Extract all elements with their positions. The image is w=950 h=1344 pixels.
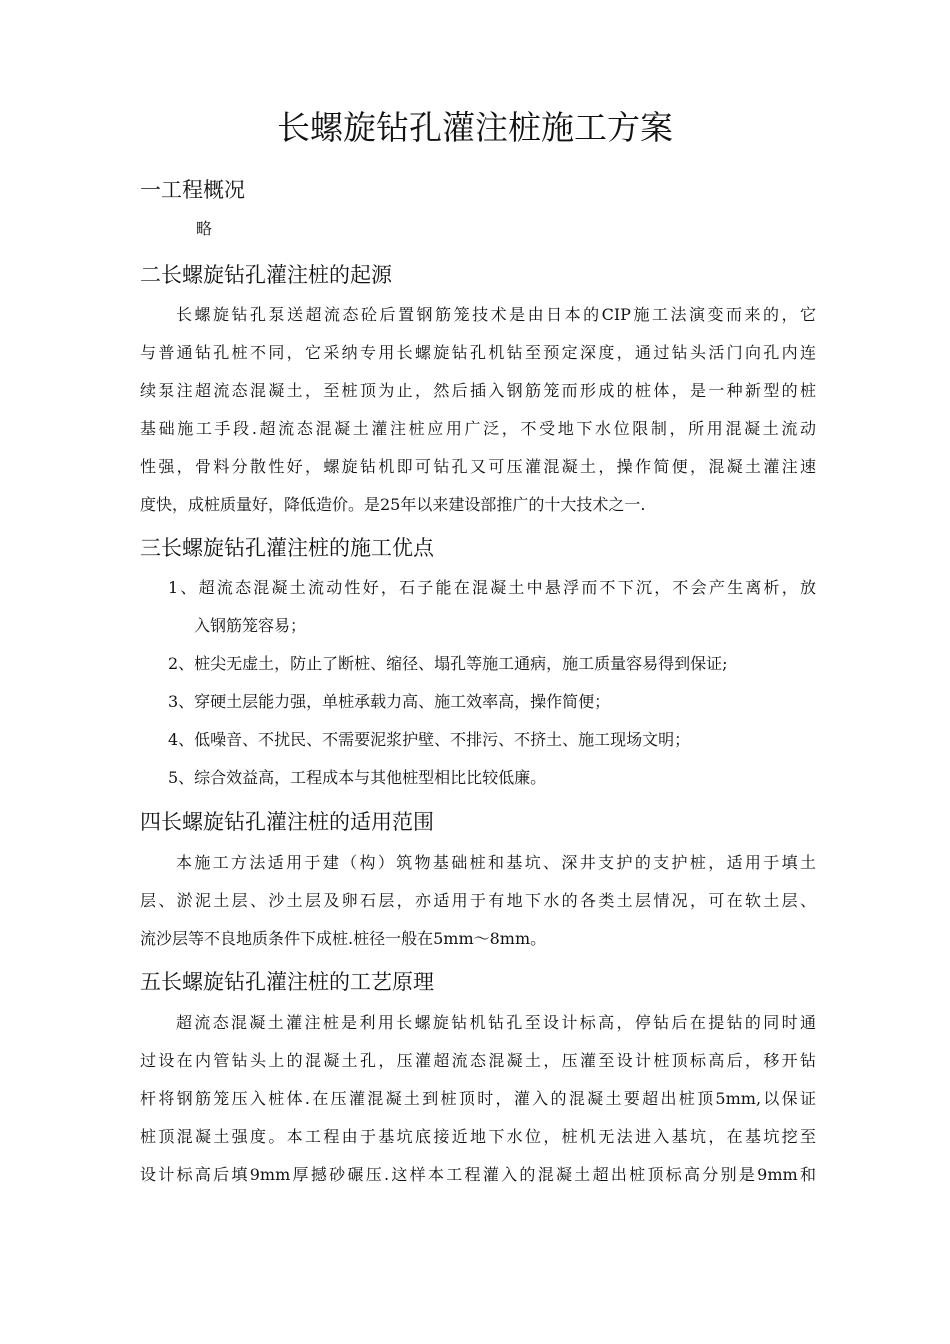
document-title: 长螺旋钻孔灌注桩施工方案 xyxy=(277,108,673,147)
list-item-continuation: 入钢筋笼容易； xyxy=(194,616,307,635)
paragraph-line: 基础施工手段.超流态混凝土灌注桩应用广泛，不受地下水位限制，所用混凝土流动 xyxy=(140,419,816,438)
paragraph-line: 度快，成桩质量好，降低造价。是25年以来建设部推广的十大技术之一. xyxy=(140,495,646,514)
list-item: 1、超流态混凝土流动性好，石子能在混凝土中悬浮而不下沉，不会产生离析，放 xyxy=(168,578,816,597)
paragraph-line: 本施工方法适用于建（构）筑物基础桩和基坑、深井支护的支护桩，适用于填土 xyxy=(176,853,816,872)
paragraph-line: 层、淤泥土层、沙土层及卵石层，亦适用于有地下水的各类土层情况，可在软土层、 xyxy=(140,891,816,910)
paragraph-line: 过设在内管钻头上的混凝土孔，压灌超流态混凝土，压灌至设计桩顶标高后，移开钻 xyxy=(140,1051,816,1070)
section-body-overview: 略 xyxy=(196,219,213,238)
section-heading-advantages: 三长螺旋钻孔灌注桩的施工优点 xyxy=(140,536,434,560)
paragraph-line: 超流态混凝土灌注桩是利用长螺旋钻机钻孔至设计标高，停钻后在提钻的同时通 xyxy=(176,1013,816,1032)
section-heading-overview: 一工程概况 xyxy=(140,178,245,202)
paragraph-line: 续泵注超流态混凝土，至桩顶为止，然后插入钢筋笼而形成的桩体，是一种新型的桩 xyxy=(140,381,816,400)
list-item: 4、低噪音、不扰民、不需要泥浆护壁、不排污、不挤土、施工现场文明； xyxy=(168,730,691,749)
paragraph-line: 杆将钢筋笼压入桩体.在压灌混凝土到桩顶时，灌入的混凝土要超出桩顶5mm,以保证 xyxy=(140,1089,816,1108)
list-item: 2、桩尖无虚土，防止了断桩、缩径、塌孔等施工通病，施工质量容易得到保证; xyxy=(168,654,728,673)
section-heading-origin: 二长螺旋钻孔灌注桩的起源 xyxy=(140,263,392,287)
paragraph-line: 桩顶混凝土强度。本工程由于基坑底接近地下水位，桩机无法进入基坑，在基坑挖至 xyxy=(140,1127,816,1146)
list-item: 5、综合效益高，工程成本与其他桩型相比比较低廉。 xyxy=(168,768,547,787)
paragraph-line: 设计标高后填9mm厚撼砂碾压.这样本工程灌入的混凝土超出桩顶标高分别是9mm和 xyxy=(140,1165,816,1184)
paragraph-line: 流沙层等不良地质条件下成桩.桩径一般在5mm～8mm。 xyxy=(140,929,547,948)
section-heading-scope: 四长螺旋钻孔灌注桩的适用范围 xyxy=(140,810,434,834)
paragraph-line: 长螺旋钻孔泵送超流态砼后置钢筋笼技术是由日本的CIP施工法演变而来的，它 xyxy=(176,305,816,324)
paragraph-line: 与普通钻孔桩不同，它采纳专用长螺旋钻孔机钻至预定深度，通过钻头活门向孔内连 xyxy=(140,343,816,362)
section-heading-principle: 五长螺旋钻孔灌注桩的工艺原理 xyxy=(140,970,434,994)
paragraph-line: 性强，骨料分散性好，螺旋钻机即可钻孔又可压灌混凝土，操作简便，混凝土灌注速 xyxy=(140,457,816,476)
list-item: 3、穿硬土层能力强，单桩承载力高、施工效率高，操作简便； xyxy=(168,692,611,711)
